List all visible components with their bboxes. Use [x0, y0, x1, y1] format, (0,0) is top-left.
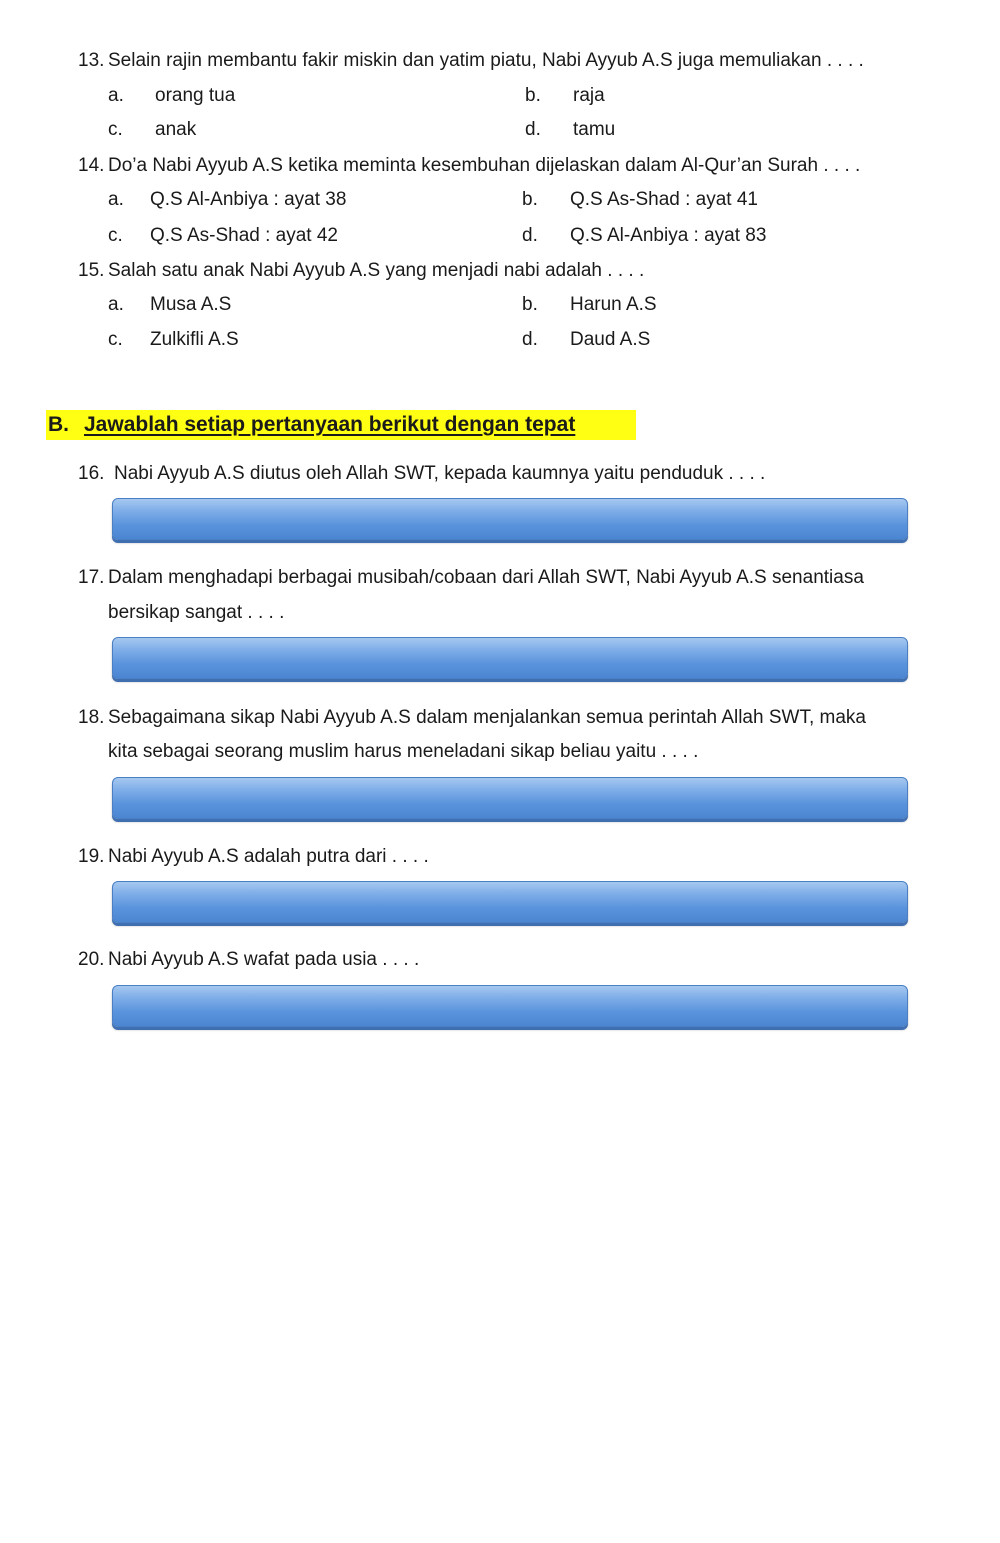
option-letter-d: d.	[522, 329, 538, 350]
option-a[interactable]: orang tua	[155, 85, 236, 106]
answer-input-17[interactable]	[112, 637, 908, 679]
option-a[interactable]: Musa A.S	[150, 294, 232, 315]
option-letter-c: c.	[108, 329, 123, 350]
question-text: Do’a Nabi Ayyub A.S ketika meminta kesembuhan dijelaskan dalam Al-Qur’an Surah . . . .	[108, 155, 861, 176]
question-text-line-2: bersikap sangat . . . .	[108, 602, 285, 623]
option-c[interactable]: anak	[155, 119, 197, 140]
question-text-line-1: Nabi Ayyub A.S wafat pada usia . . . .	[108, 949, 420, 970]
question-number: 13.	[78, 50, 105, 71]
answer-input-18[interactable]	[112, 777, 908, 819]
question-number: 14.	[78, 155, 105, 176]
option-d[interactable]: Daud A.S	[570, 329, 651, 350]
option-c[interactable]: Zulkifli A.S	[150, 329, 239, 350]
section-b-letter: B.	[48, 413, 69, 436]
option-letter-a: a.	[108, 294, 124, 315]
question-number: 15.	[78, 260, 105, 281]
question-number: 20.	[78, 949, 105, 970]
option-letter-a: a.	[108, 189, 124, 210]
question-number: 19.	[78, 846, 105, 867]
question-text-line-1: Nabi Ayyub A.S adalah putra dari . . . .	[108, 846, 429, 867]
question-number: 16.	[78, 463, 105, 484]
question-text-line-1: Sebagaimana sikap Nabi Ayyub A.S dalam menjalankan semua perintah Allah SWT, maka	[108, 707, 866, 728]
option-letter-c: c.	[108, 119, 123, 140]
answer-input-16[interactable]	[112, 498, 908, 540]
option-b[interactable]: Harun A.S	[570, 294, 657, 315]
question-text: Selain rajin membantu fakir miskin dan yatim piatu, Nabi Ayyub A.S juga memuliakan . . . .	[108, 50, 864, 71]
option-b[interactable]: raja	[573, 85, 605, 106]
answer-input-20[interactable]	[112, 985, 908, 1027]
option-letter-b: b.	[522, 294, 538, 315]
answer-input-19[interactable]	[112, 881, 908, 923]
option-letter-c: c.	[108, 225, 123, 246]
option-letter-b: b.	[522, 189, 538, 210]
question-text: Salah satu anak Nabi Ayyub A.S yang menjadi nabi adalah . . . .	[108, 260, 645, 281]
option-d[interactable]: Q.S Al-Anbiya : ayat 83	[570, 225, 767, 246]
option-letter-d: d.	[525, 119, 541, 140]
question-text-line-2: kita sebagai seorang muslim harus meneladani sikap beliau yaitu . . . .	[108, 741, 699, 762]
question-text-line-1: Nabi Ayyub A.S diutus oleh Allah SWT, kepada kaumnya yaitu penduduk . . . .	[114, 463, 766, 484]
question-number: 17.	[78, 567, 105, 588]
option-a[interactable]: Q.S Al-Anbiya : ayat 38	[150, 189, 347, 210]
option-letter-d: d.	[522, 225, 538, 246]
option-d[interactable]: tamu	[573, 119, 616, 140]
option-b[interactable]: Q.S As-Shad : ayat 41	[570, 189, 758, 210]
section-b-title: Jawablah setiap pertanyaan berikut dengan tepat	[84, 413, 576, 436]
option-letter-a: a.	[108, 85, 124, 106]
option-letter-b: b.	[525, 85, 541, 106]
option-c[interactable]: Q.S As-Shad : ayat 42	[150, 225, 338, 246]
question-text-line-1: Dalam menghadapi berbagai musibah/cobaan dari Allah SWT, Nabi Ayyub A.S senantiasa	[108, 567, 864, 588]
question-number: 18.	[78, 707, 105, 728]
